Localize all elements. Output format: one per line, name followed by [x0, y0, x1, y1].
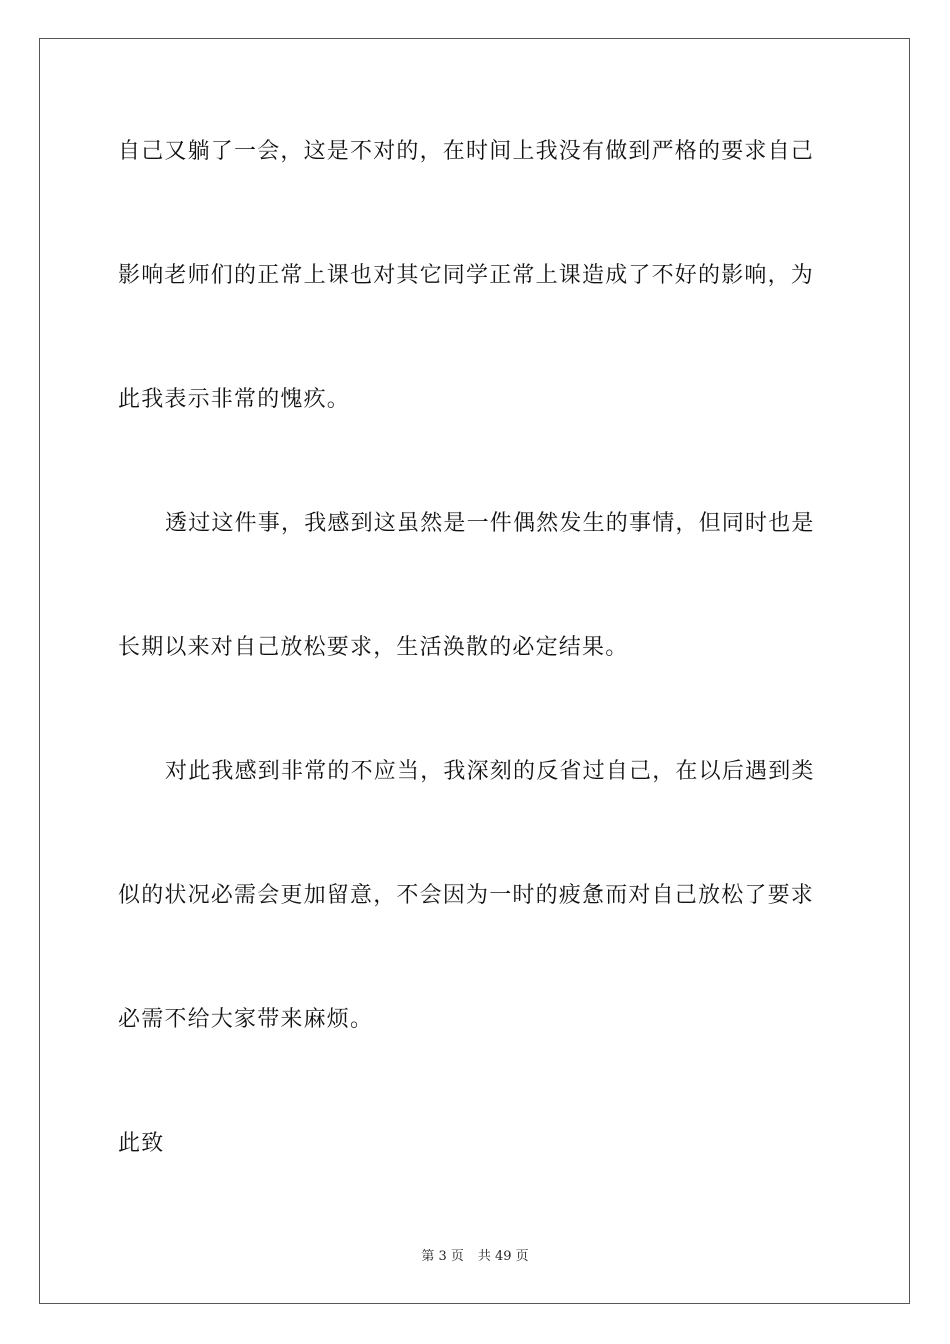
- text-line-3: 此我表示非常的愧疚。: [118, 387, 351, 412]
- page-footer: [0, 1248, 950, 1266]
- paragraph-2-line-2: 长期以来对自己放松要求，生活涣散的必定结果。: [118, 635, 629, 660]
- paragraph-3-line-1: 对此我感到非常的不应当，我深刻的反省过自己，在以后遇到类: [165, 759, 815, 784]
- paragraph-2-line-1: 透过这件事，我感到这虽然是一件偶然发生的事情，但同时也是: [165, 511, 815, 536]
- page-border: [39, 38, 910, 1304]
- closing-salutation: 此致: [118, 1131, 165, 1156]
- text-line-1: 自己又躺了一会，这是不对的，在时间上我没有做到严格的要求自己: [118, 139, 815, 164]
- paragraph-3-line-3: 必需不给大家带来麻烦。: [118, 1007, 374, 1032]
- text-line-2: 影响老师们的正常上课也对其它同学正常上课造成了不好的影响，为: [118, 263, 815, 288]
- paragraph-3-line-2: 似的状况必需会更加留意，不会因为一时的疲惫而对自己放松了要求: [118, 883, 815, 908]
- page-number: 第 3 页: [421, 1249, 464, 1264]
- page-total: 共 49 页: [477, 1249, 529, 1264]
